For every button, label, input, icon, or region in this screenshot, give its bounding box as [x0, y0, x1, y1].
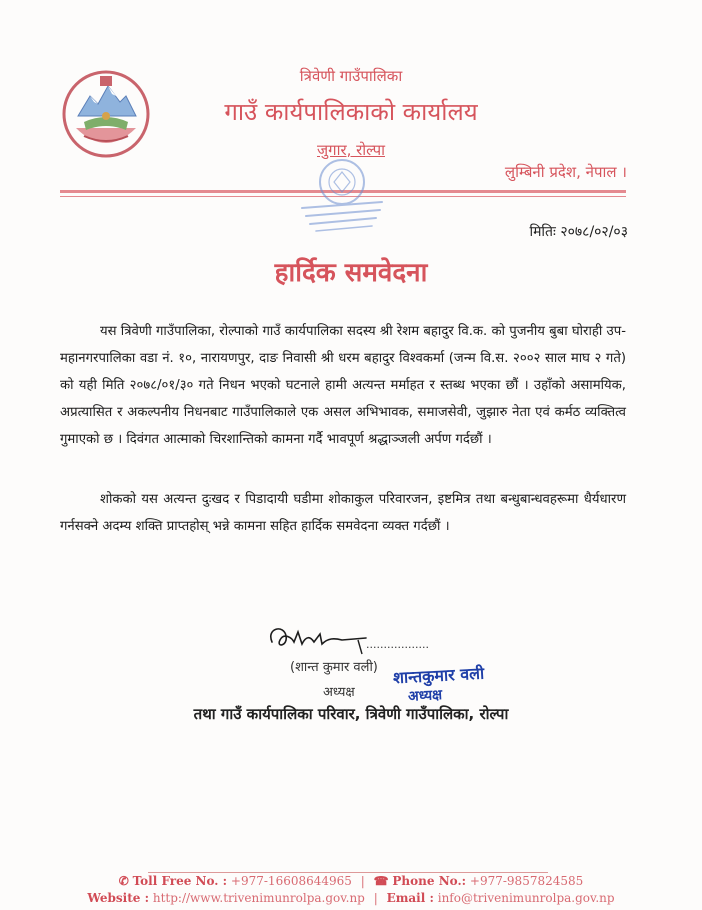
body-paragraph-1: यस त्रिवेणी गाउँपालिका, रोल्पाको गाउँ कार्यपालिका सदस्य श्री रेशम बहादुर वि.क. को पुजनीय बुबा घोराही उप-महानगरपालिका वडा नं. १०, नारायणपुर, दाङ निवासी श्री धरम बहादुर विश्वकर्मा (जन्म वि.स. २००२ साल माघ २ गते) को यही मिति २०७८/०१/३० गते निधन भएको घटनाले हामी अत्यन्त मर्माहत र स्तब्ध भएका छौं । उहाँको असामयिक, अप्रत्यासित र अकल्पनीय निधनबाट गाउँपालिकाले एक असल अभिभावक, समाजसेवी, जुझारु नेता एवं कर्मठ व्यक्तित्व गुमाएको छ । दिवंगत आत्माको चिरशान्तिको कामना गर्दै भावपूर्ण श्रद्धाञ्जली अर्पण गर्दछौं ।	[60, 324, 626, 447]
footer-contact-line	[0, 874, 702, 888]
letter-title: हार्दिक समवेदना	[274, 258, 428, 288]
toll-free-label: Toll Free No. :	[132, 874, 228, 888]
footer-rule	[148, 872, 548, 873]
email-label: Email :	[386, 891, 434, 905]
municipality-name: त्रिवेणी गाउँपालिका	[299, 67, 403, 85]
letter-date: मितिः २०७८/०२/०३	[529, 224, 628, 240]
signature-dots: ..................	[366, 638, 429, 651]
phone-icon: ✆	[118, 874, 129, 888]
phone-label: Phone No.:	[392, 874, 467, 888]
signatory-organization: तथा गाउँ कार्यपालिका परिवार, त्रिवेणी गाउँपालिका, रोल्पा	[193, 705, 509, 723]
footer-web-line	[0, 891, 702, 905]
role-stamp: अध्यक्ष	[407, 687, 443, 705]
office-location: जुगार, रोल्पा	[317, 141, 385, 159]
footer-separator: |	[373, 891, 378, 905]
phone-number: +977-9857824585	[469, 874, 584, 888]
handwritten-signature	[262, 618, 429, 658]
office-name: गाउँ कार्यपालिकाको कार्यालय	[224, 98, 478, 126]
email-link[interactable]: info@trivenimunrolpa.gov.np	[437, 891, 615, 905]
website-link[interactable]: http://www.trivenimunrolpa.gov.np	[152, 891, 365, 905]
office-seal-stamp	[288, 152, 396, 236]
name-stamp: शान्तकुमार वली	[392, 663, 485, 688]
telephone-icon: ☎	[373, 874, 389, 888]
province-name: लुम्बिनी प्रदेश, नेपाल ।	[504, 163, 627, 181]
body-paragraph-2: शोकको यस अत्यन्त दुःखद र पिडादायी घडीमा शोकाकुल परिवारजन, इष्टमित्र तथा बन्धुबान्धवहरूमा धैर्यधारण गर्नसक्ने अदम्य शक्ति प्राप्तहोस् भन्ने कामना सहित हार्दिक समवेदना व्यक्त गर्दछौं ।	[60, 492, 626, 534]
website-label: Website :	[87, 891, 150, 905]
toll-free-number: +977-16608644965	[230, 874, 352, 888]
signatory-role: अध्यक्ष	[323, 685, 355, 700]
signatory-name: (शान्त कुमार वली)	[290, 660, 378, 675]
footer-separator: |	[360, 874, 365, 888]
